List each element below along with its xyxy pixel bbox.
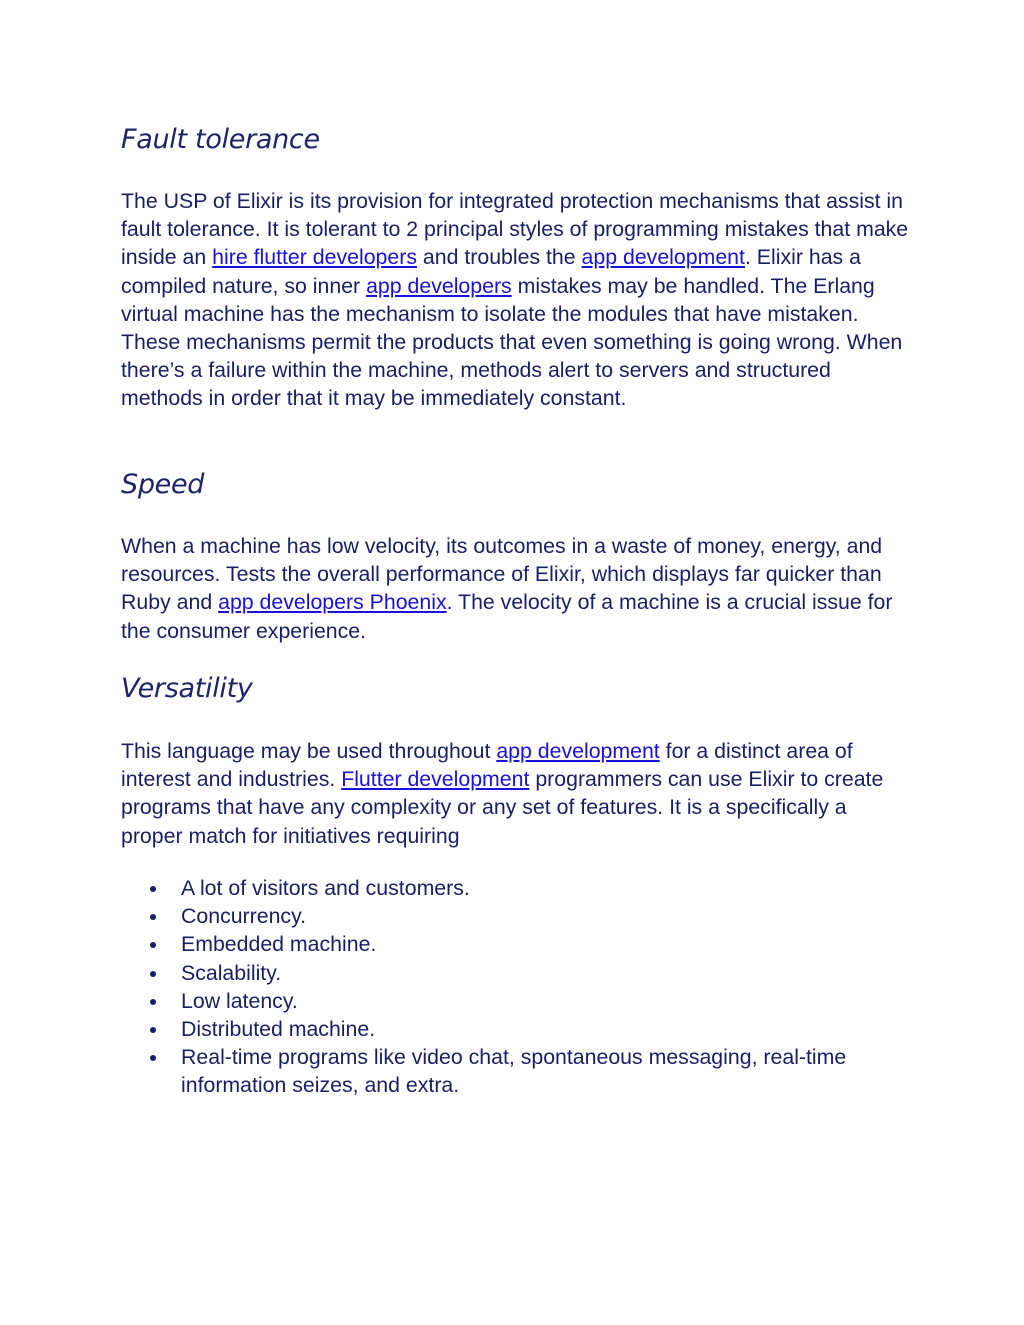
link-flutter-development[interactable]: Flutter development	[341, 767, 530, 792]
paragraph-text: . The velocity of a machine is a crucial issue for the consumer experience.	[121, 590, 893, 643]
list-item-text: Real-time programs like video chat, spontaneous messaging, real-time information seizes, and extra.	[181, 1045, 847, 1098]
list-item	[121, 987, 911, 1015]
bullet-icon	[150, 1055, 156, 1061]
bullet-icon	[150, 971, 156, 977]
paragraph-text: programmers can use Elixir to create programs that have any complexity or any set of features. It is a specifically a proper match for initiatives requiring	[121, 767, 884, 848]
paragraph-text: The USP of Elixir is its provision for integrated protection mechanisms that assist in fault tolerance. It is tolerant to 2 principal styles of programming mistakes that make inside an	[121, 189, 909, 270]
bullet-icon	[150, 886, 156, 892]
list-item	[121, 1015, 911, 1043]
list-item-text: Low latency.	[181, 988, 298, 1013]
list-item-text: Embedded machine.	[181, 932, 377, 957]
list-item-text: Distributed machine.	[181, 1017, 376, 1042]
bullet-icon	[150, 999, 156, 1005]
link-app-developers-phoenix[interactable]: app developers Phoenix	[218, 590, 447, 615]
section-heading-fault-tolerance: Fault tolerance	[121, 124, 320, 155]
paragraph-text: for a distinct area of interest and industries.	[121, 739, 853, 792]
list-item	[121, 930, 911, 958]
paragraph-text: This language may be used throughout	[121, 739, 497, 763]
section-heading-speed: Speed	[121, 469, 205, 500]
paragraph-versatility	[121, 737, 911, 850]
list-item-text: A lot of visitors and customers.	[181, 876, 470, 900]
link-app-development[interactable]: app development	[496, 739, 660, 763]
link-app-developers[interactable]: app developers	[366, 273, 512, 298]
list-item	[121, 902, 911, 930]
bullet-icon	[150, 942, 156, 948]
section-heading-versatility: Versatility	[121, 673, 253, 704]
list-item-text: Concurrency.	[181, 904, 307, 929]
list-item-text: Scalability.	[181, 960, 282, 985]
link-app-development[interactable]: app development	[581, 245, 745, 270]
requirements-bullet-list	[121, 874, 911, 1100]
list-item	[121, 1043, 911, 1099]
paragraph-speed	[121, 532, 911, 645]
paragraph-text: . Elixir has a compiled nature, so inner	[121, 245, 861, 298]
list-item	[121, 874, 911, 902]
list-item	[121, 959, 911, 987]
bullet-icon	[150, 1027, 156, 1033]
bullet-icon	[150, 914, 156, 920]
paragraph-text: When a machine has low velocity, its outcomes in a waste of money, energy, and resources. Tests the overall performance of Elixir, which displays far quicker than Ruby and	[121, 534, 883, 615]
paragraph-fault-tolerance	[121, 187, 911, 413]
paragraph-text: mistakes may be handled. The Erlang virtual machine has the mechanism to isolate the modules that have mistaken. These mechanisms permit the products that even something is going wrong. When there’s a failure within the machine, methods alert to servers and structured methods in order that it may be immediately constant.	[121, 273, 903, 411]
link-hire-flutter-developers[interactable]: hire flutter developers	[212, 245, 417, 270]
paragraph-text: and troubles the	[416, 245, 582, 270]
